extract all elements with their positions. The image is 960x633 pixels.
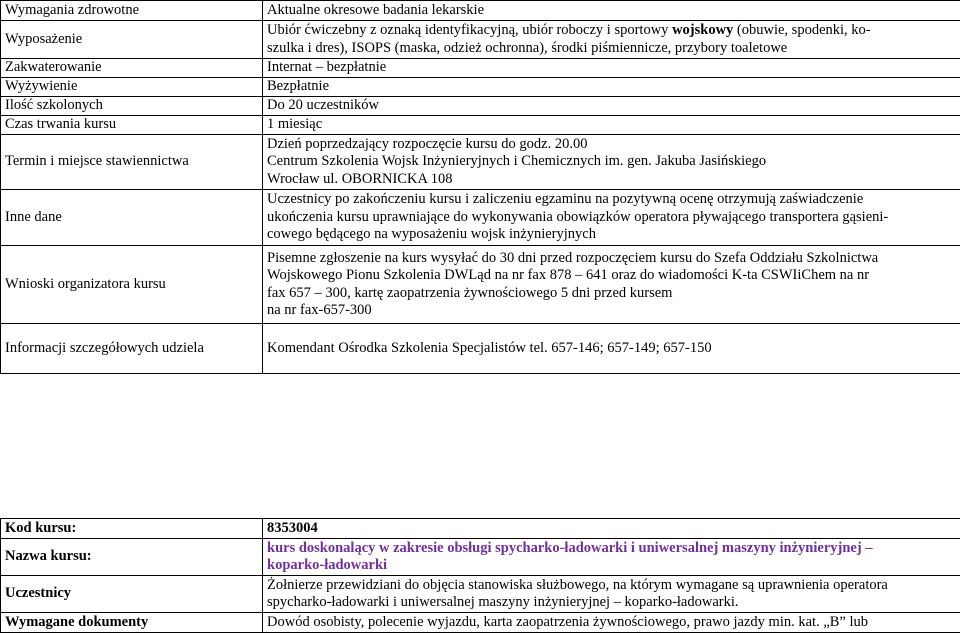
requests-line-4: na nr fax-657-300 — [267, 302, 372, 318]
equipment-line-2: szulka i dres), ISOPS (maska, odzież ochronna), środki piśmiennicze, przybory toaletowe — [267, 39, 788, 56]
label-report-place: Termin i miejsce stawiennictwa — [1, 135, 263, 190]
value-health-requirements: Aktualne okresowe badania lekarskie — [263, 1, 960, 21]
requests-line-1: Pisemne zgłoszenie na kurs wysyłać do 30 dni przed rozpoczęciem kursu do Szefa Oddziału Szkolnictwa — [267, 249, 879, 266]
value-required-docs: Dowód osobisty, polecenie wyjazdu, karta zaopatrzenia żywnościowego, prawo jazdy min. kat. „B” lub — [263, 613, 960, 633]
course-name-line-2: koparko-ładowarki — [267, 557, 388, 573]
value-course-name — [263, 539, 960, 576]
label-meals: Wyżywienie — [1, 78, 263, 97]
value-accommodation: Internat – bezpłatnie — [263, 59, 960, 78]
other-line-1: Uczestnicy po zakończeniu kursu i zaliczeniu egzaminu na pozytywną ocenę otrzymują zaświadczenie — [267, 191, 864, 208]
label-duration: Czas trwania kursu — [1, 116, 263, 135]
value-course-code: 8353004 — [263, 519, 960, 539]
other-line-2: ukończenia kursu uprawniające do wykonywania obowiązków operatora pływającego transportera gąsieni- — [267, 208, 889, 225]
label-accommodation: Zakwaterowanie — [1, 59, 263, 78]
other-line-3: cowego będącego na wyposażeniu wojsk inżynieryjnych — [267, 226, 596, 243]
label-required-docs: Wymagane dokumenty — [1, 613, 263, 633]
label-participants: Uczestnicy — [1, 576, 263, 613]
equipment-line-1: Ubiór ćwiczebny z oznaką identyfikacyjną, ubiór roboczy i sportowy — [267, 22, 669, 38]
course-name-line-1: kurs doskonalący w zakresie obsługi spycharko-ładowarki i uniwersalnej maszyny inżynieryjnej – — [267, 539, 873, 556]
label-health-requirements: Wymagania zdrowotne — [1, 1, 263, 21]
value-trainee-count: Do 20 uczestników — [263, 97, 960, 116]
value-meals: Bezpłatnie — [263, 78, 960, 97]
equipment-line-1-tail: (obuwie, spodenki, ko- — [733, 22, 871, 38]
equipment-bold-word: wojskowy — [672, 22, 734, 38]
value-equipment — [263, 21, 960, 59]
value-participants — [263, 576, 960, 613]
label-organizer-requests: Wnioski organizatora kursu — [1, 246, 263, 324]
value-duration: 1 miesiąc — [263, 116, 960, 135]
report-line-2: Centrum Szkolenia Wojsk Inżynieryjnych i Chemicznych im. gen. Jakuba Jasińskiego — [267, 153, 767, 170]
value-report-place — [263, 135, 960, 190]
value-contact: Komendant Ośrodka Szkolenia Specjalistów tel. 657-146; 657-149; 657-150 — [263, 324, 960, 374]
participants-line-2: spycharko-ładowarki i uniwersalnej maszyny inżynieryjnej – koparko-ładowarki. — [267, 594, 739, 610]
report-line-3: Wrocław ul. OBORNICKA 108 — [267, 170, 453, 187]
label-course-name: Nazwa kursu: — [1, 539, 263, 576]
report-line-1: Dzień poprzedzający rozpoczęcie kursu do godz. 20.00 — [267, 135, 588, 152]
participants-line-1: Żołnierze przewidziani do objęcia stanowiska służbowego, na którym wymagane są uprawnienia operatora — [267, 576, 888, 593]
requests-line-2: Wojskowego Pionu Szkolenia DWLąd na nr fax 878 – 641 oraz do wiadomości K-ta CSWIiChem na nr — [267, 267, 870, 283]
label-trainee-count: Ilość szkolonych — [1, 97, 263, 116]
label-contact: Informacji szczegółowych udziela — [1, 324, 263, 374]
label-other-data: Inne dane — [1, 190, 263, 246]
label-equipment: Wyposażenie — [1, 21, 263, 59]
value-organizer-requests — [263, 246, 960, 324]
label-course-code: Kod kursu: — [1, 519, 263, 539]
requests-line-3: fax 657 – 300, kartę zaopatrzenia żywnościowego 5 dni przed kursem — [267, 284, 673, 301]
course-header-table — [0, 518, 960, 633]
value-other-data — [263, 190, 960, 246]
